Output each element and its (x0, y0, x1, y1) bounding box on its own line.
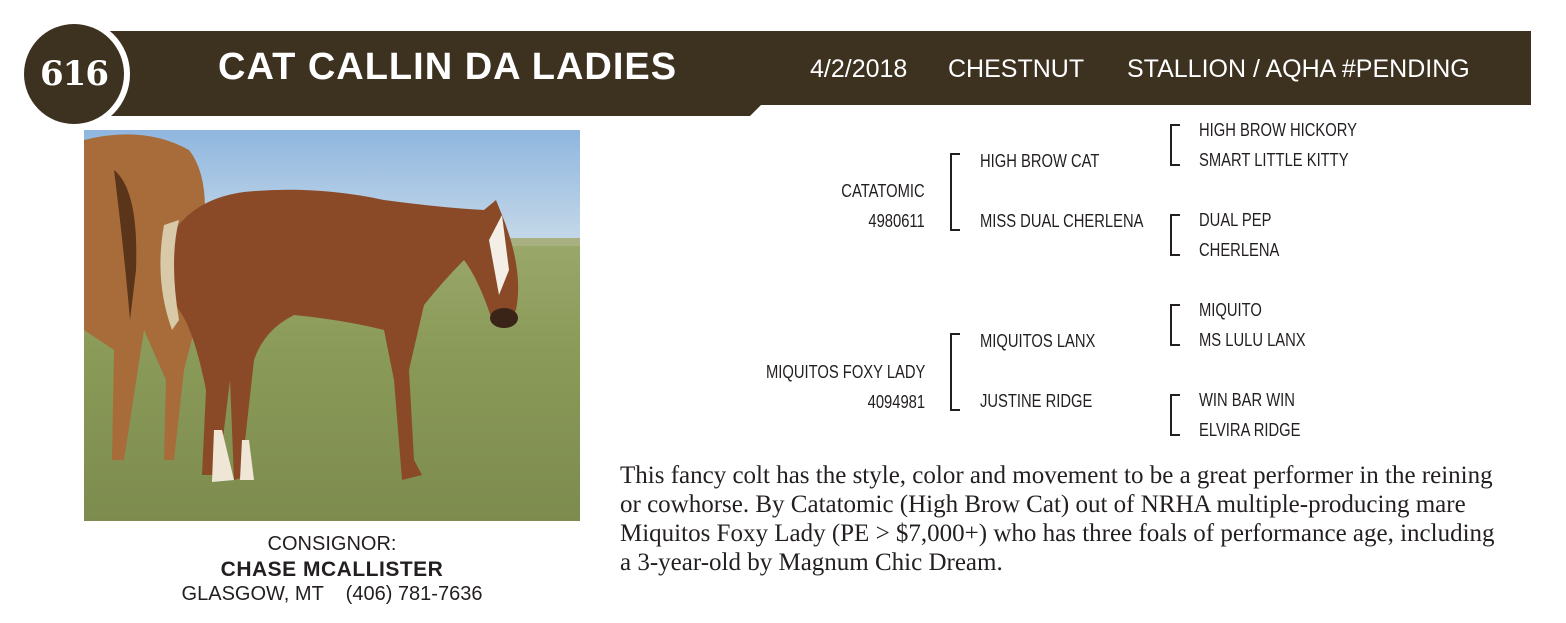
consignor-phone: (406) 781-7636 (345, 583, 483, 605)
consignor-location: GLASGOW, MT (181, 583, 324, 605)
description: This fancy colt has the style, color and movement to be a great performer in the reining or cowhorse. By Catatomic (High Brow Cat) out of NRHA multiple-producing mare Miquitos Foxy Lady (PE > $7,000+) who has three foals of performance age, including a 3-year-old by Magnum Chic Dream. (620, 462, 1495, 576)
pedigree-bracket (1170, 214, 1180, 256)
pedigree-sire-dam-dam: CHERLENA (1199, 240, 1280, 260)
horse-color: CHESTNUT (948, 55, 1085, 83)
consignor-block (84, 532, 580, 607)
pedigree-dam-sire: MIQUITOS LANX (980, 331, 1096, 351)
pedigree-dam-dam: JUSTINE RIDGE (980, 391, 1093, 411)
consignor-name: CHASE MCALLISTER (220, 558, 444, 581)
pedigree-sire-sire-sire: HIGH BROW HICKORY (1199, 120, 1358, 140)
lot-number: 616 (40, 54, 108, 94)
pedigree-bracket (950, 153, 960, 231)
pedigree-dam-sire-dam: MS LULU LANX (1199, 330, 1306, 350)
consignor-label: CONSIGNOR: (267, 533, 397, 555)
pedigree-sire-sire-dam: SMART LITTLE KITTY (1199, 150, 1349, 170)
pedigree-dam-reg: 4094981 (867, 392, 925, 412)
lot-badge (24, 24, 124, 124)
pedigree-dam: MIQUITOS FOXY LADY (765, 362, 925, 382)
pedigree-bracket (1170, 124, 1180, 166)
foal-date: 4/2/2018 (810, 55, 908, 83)
pedigree-dam-sire-sire: MIQUITO (1199, 300, 1262, 320)
pedigree-sire-sire: HIGH BROW CAT (980, 151, 1100, 171)
pedigree-bracket (950, 333, 960, 411)
consignor-contact (84, 582, 580, 607)
horse-photo (84, 130, 580, 521)
sex-registry: STALLION / AQHA #PENDING (1127, 55, 1470, 83)
horse-name: CAT CALLIN DA LADIES (218, 46, 678, 88)
pedigree-sire-dam: MISS DUAL CHERLENA (980, 211, 1144, 231)
header-band-tail (40, 104, 762, 116)
pedigree-dam-dam-sire: WIN BAR WIN (1199, 390, 1295, 410)
pedigree-dam-dam-dam: ELVIRA RIDGE (1199, 420, 1301, 440)
pedigree-sire-reg: 4980611 (868, 211, 925, 231)
pedigree-bracket (1170, 304, 1180, 346)
pedigree-sire: CATATOMIC (841, 181, 925, 201)
pedigree-sire-dam-sire: DUAL PEP (1199, 210, 1272, 230)
pedigree-bracket (1170, 394, 1180, 436)
